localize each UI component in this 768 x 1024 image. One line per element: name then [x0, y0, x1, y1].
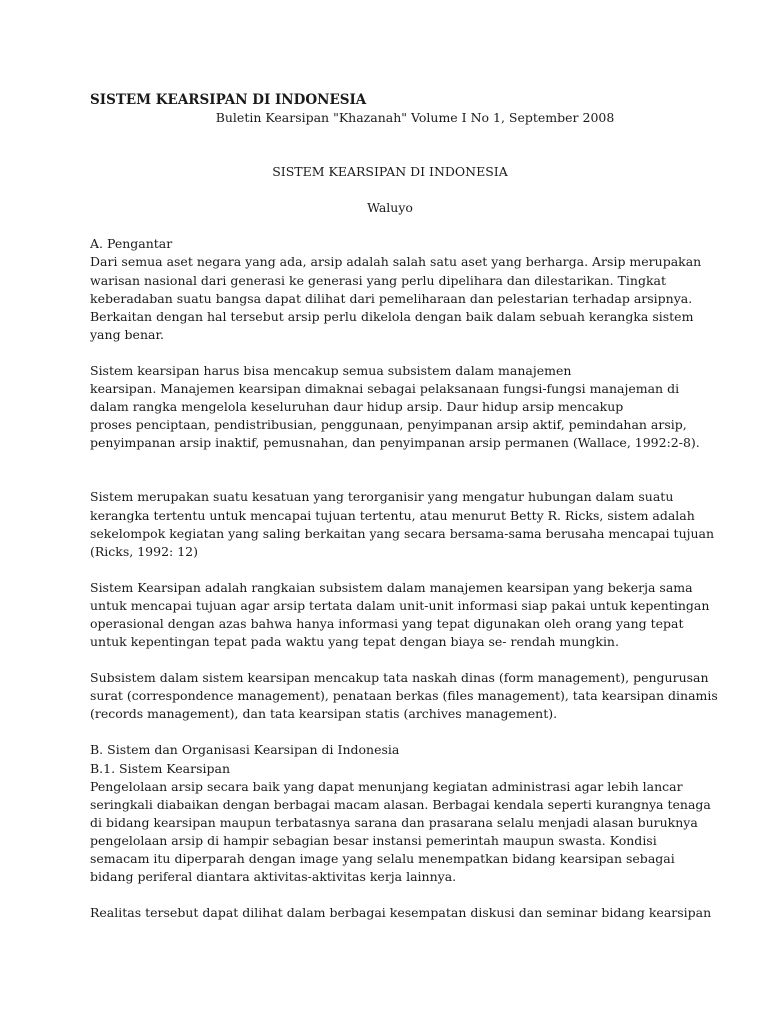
text-line: proses penciptaan, pendistribusian, penggunaan, penyimpanan arsip aktif, pemindahan arsip, [90, 417, 687, 433]
text-line: operasional dengan azas bahwa hanya informasi yang tepat digunakan oleh orang yang tepat [90, 615, 684, 631]
text-line: Subsistem dalam sistem kearsipan mencakup tata naskah dinas (form management), pengurusan [90, 670, 709, 686]
text-line: Sistem kearsipan harus bisa mencakup semua subsistem dalam manajemen [90, 362, 572, 378]
text-line: Dari semua aset negara yang ada, arsip adalah salah satu aset yang berharga. Arsip merupakan [90, 254, 702, 270]
section-heading-a: A. Pengantar [90, 236, 173, 252]
paragraph-7 [90, 904, 712, 922]
text-line: Realitas tersebut dapat dilihat dalam berbagai kesempatan diskusi dan seminar bidang kearsipan [90, 905, 712, 921]
text-line: warisan nasional dari generasi ke generasi yang perlu dipelihara dan dilestarikan. Tingkat [90, 272, 667, 288]
text-line: penyimpanan arsip inaktif, pemusnahan, dan penyimpanan arsip permanen (Wallace, 1992:2-8). [90, 435, 700, 451]
text-line: seringkali diabaikan dengan berbagai macam alasan. Berbagai kendala seperti kurangnya tenaga [90, 796, 711, 812]
paragraph-3 [90, 488, 715, 560]
text-line: untuk mencapai tujuan agar arsip tertata dalam unit-unit informasi siap pakai untuk kepentingan [90, 597, 710, 613]
text-line: Berkaitan dengan hal tersebut arsip perlu dikelola dengan baik dalam sebuah kerangka sistem [90, 308, 694, 324]
text-line: Sistem merupakan suatu kesatuan yang terorganisir yang mengatur hubungan dalam suatu [90, 489, 674, 505]
document-subtitle: Buletin Kearsipan "Khazanah" Volume I No 1, September 2008 [215, 110, 615, 126]
paragraph-6 [90, 778, 711, 887]
text-line: keberadaban suatu bangsa dapat dilihat dari pemeliharaan dan pelestarian terhadap arsipnya. [90, 290, 693, 306]
text-line: bidang periferal diantara aktivitas-aktivitas kerja lainnya. [90, 869, 457, 885]
text-line: semacam itu diperparah dengan image yang selalu menempatkan bidang kearsipan sebagai [90, 851, 675, 866]
text-line: kerangka tertentu untuk mencapai tujuan tertentu, atau menurut Betty R. Ricks, sistem adalah [90, 507, 695, 523]
text-line: untuk kepentingan tepat pada waktu yang tepat dengan biaya se- rendah mungkin. [90, 634, 619, 650]
paragraph-1 [90, 253, 702, 343]
article-title: SISTEM KEARSIPAN DI INDONESIA [272, 164, 508, 180]
text-line: Sistem Kearsipan adalah rangkaian subsistem dalam manajemen kearsipan yang bekerja sama [90, 579, 693, 595]
paragraph-5 [90, 669, 718, 723]
section-heading-b: B. Sistem dan Organisasi Kearsipan di Indonesia [90, 742, 400, 758]
paragraph-2 [90, 362, 700, 452]
text-line: di bidang kearsipan maupun terbatasnya sarana dan prasarana selalu menjadi alasan buruknya [90, 814, 698, 830]
text-line: Pengelolaan arsip secara baik yang dapat menunjang kegiatan administrasi agar lebih lancar [90, 778, 683, 794]
text-line: dalam rangka mengelola keseluruhan daur hidup arsip. Daur hidup arsip mencakup [90, 399, 624, 415]
text-line: (records management), dan tata kearsipan statis (archives management). [90, 706, 558, 722]
text-line: sekelompok kegiatan yang saling berkaitan yang secara bersama-sama berusaha mencapai tujuan [90, 525, 715, 541]
text-line: (Ricks, 1992: 12) [90, 543, 199, 559]
text-line: surat (correspondence management), penataan berkas (files management), tata kearsipan dinamis [90, 688, 718, 704]
text-line: kearsipan. Manajemen kearsipan dimaknai sebagai pelaksanaan fungsi-fungsi manajeman di [90, 381, 680, 397]
text-line: yang benar. [90, 326, 165, 342]
paragraph-4 [90, 579, 710, 651]
author-name: Waluyo [367, 200, 413, 216]
document-title: SISTEM KEARSIPAN DI INDONESIA [90, 92, 367, 108]
subsection-heading-b1: B.1. Sistem Kearsipan [90, 760, 231, 776]
text-line: pengelolaan arsip di hampir sebagian besar instansi pemerintah maupun swasta. Kondisi [90, 832, 657, 848]
document-page [90, 91, 718, 922]
